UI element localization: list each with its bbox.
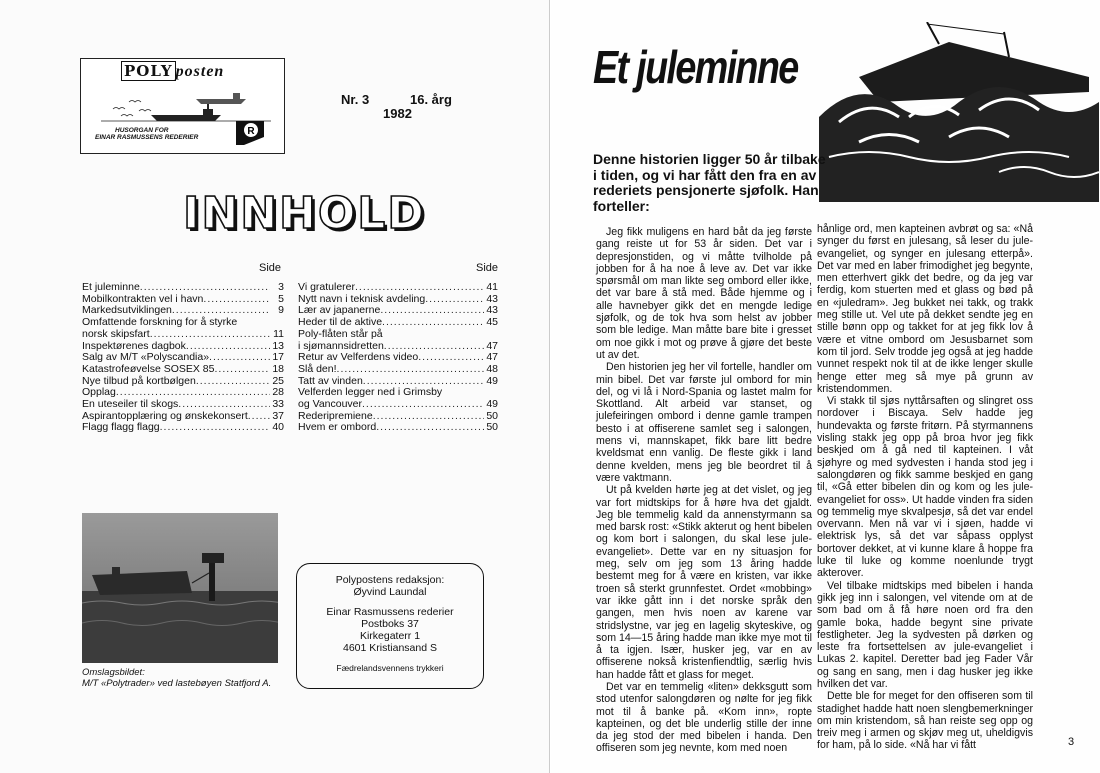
toc-leader-dots (203, 294, 270, 306)
toc-entry-title: En uteseiler til skogs (82, 398, 179, 411)
toc-leader-dots (178, 399, 270, 411)
article-intro: Denne historien ligger 50 år tilbake i tiden, og vi har fått den fra en av rederiets pensjonerte sjøfolk. Han forteller: (593, 151, 826, 214)
toc-entry-title: Hvem er ombord (298, 421, 377, 434)
polyposten-logo (80, 58, 285, 154)
printer-name: Fædrelandsvennens trykkeri (336, 663, 444, 673)
logo-tagline-1: HUSORGAN FOR (115, 127, 169, 134)
toc-entry-title: Flagg flagg flagg (82, 421, 160, 434)
toc-entry (298, 329, 498, 341)
toc-entry-title: Opplag (82, 386, 116, 399)
logo-tagline-2: EINAR RASMUSSENS REDERIER (95, 134, 199, 141)
issue-volume: 16. årg (410, 92, 452, 107)
toc-entry-page: 50 (486, 421, 498, 434)
toc-leader-dots (355, 282, 484, 294)
toc-leader-dots (160, 422, 270, 434)
cover-caption (82, 667, 271, 689)
toc-entry (298, 422, 498, 434)
toc-entry-page: 17 (272, 351, 284, 364)
toc-leader-dots (425, 294, 484, 306)
toc-entry-page: 47 (486, 351, 498, 364)
toc-leader-dots (418, 352, 484, 364)
toc-entry-page: 41 (486, 281, 498, 293)
toc-entry-title: og Vancouver (298, 398, 363, 411)
toc-entry-page: 9 (278, 304, 284, 317)
caption-line-2: M/T «Polytrader» ved lastebøyen Statfjord A. (82, 678, 272, 689)
toc-entry-page: 3 (278, 281, 284, 293)
toc-entry-title: Salg av M/T «Polyscandia» (82, 351, 210, 364)
toc-entry-page: 48 (486, 362, 498, 375)
logo-title-posten: posten (175, 63, 225, 80)
toc-entry-page: 50 (486, 409, 498, 422)
article-title: Et juleminne (593, 41, 798, 93)
toc-entry-title: Tatt av vinden (298, 374, 363, 387)
toc-leader-dots (362, 399, 484, 411)
toc-leader-dots (209, 352, 270, 364)
issue-number: Nr. 3 (341, 92, 370, 107)
toc-leader-dots (376, 422, 484, 434)
toc-entry-page: 43 (486, 292, 498, 305)
toc-entry (82, 399, 284, 411)
toc-entry-title: Velferden legger ned i Grimsby (298, 386, 443, 399)
toc-leader-dots (196, 376, 270, 388)
toc-entry-page: 5 (278, 292, 284, 305)
toc-entry-page: 45 (486, 316, 498, 329)
toc-entry-page: 40 (272, 421, 284, 434)
editorial-box (296, 563, 484, 689)
article-paragraph: Jeg fikk muligens en hard båt da jeg første gang reiste ut for 53 år siden. Det var i depresjonstiden, og vi måtte tvilholde på jobben for å ha noe å leve av. Det var ikke spørsmål om man likte seg ombord eller ikke, det var bare å stå med. Både hjemme og i alle havnebyer gikk det en mengde ledige sjøfolk, og de tok hva som helst av jobber som ble ledige. Man måtte bare bite i gresset om noe gikk i mot og prøve å gjøre det beste ut av det. (596, 226, 812, 361)
toc-entry-title: i sjømannsidretten (298, 339, 384, 352)
issue-year: 1982 (383, 106, 412, 121)
editorial-heading: Polypostens redaksjon: (335, 574, 445, 586)
article-column-1 (596, 226, 812, 755)
toc-entry-title: norsk skipsfart (82, 327, 150, 340)
toc-leader-dots (337, 364, 484, 376)
stormy-sea-ship-illustration-icon (799, 22, 1099, 202)
toc-leader-dots (140, 282, 270, 294)
postbox: Postboks 37 (361, 618, 419, 630)
toc-entry-page: 49 (486, 398, 498, 411)
toc-entry-title: Nytt navn i teknisk avdeling (298, 292, 426, 305)
article-paragraph: Dette ble for meget for den offiseren som til stadighet hadde hatt noen slengbemerkninger om min kristendom, så han reiste seg opp og treiv meg i armen og skjøv meg ut, uheldigvis for ham, på lo side. «Nå har vi fått (817, 690, 1033, 752)
toc-entry-title: Aspirantopplæring og ønskekonsert (82, 409, 248, 422)
caption-line-1: Omslagsbildet: (82, 667, 145, 678)
toc-entry-page: 18 (272, 362, 284, 375)
toc-entry-title: Katastrofeøvelse SOSEX 85 (82, 362, 215, 375)
toc-entry-title: Omfattende forskning for å styrke (82, 316, 238, 329)
toc-entry (82, 364, 284, 376)
toc-left-column (82, 282, 284, 434)
toc-left-side-label: Side (259, 262, 282, 274)
toc-entry-title: Heder til de aktive (298, 316, 383, 329)
toc-leader-dots (382, 317, 484, 329)
toc-right-column (298, 282, 498, 434)
toc-right-side-label: Side (476, 262, 499, 274)
article-paragraph: Vel tilbake midtskips med bibelen i handa gikk jeg inn i salongen, vel vitende om at de som bad om å få høre noen ord fra den gamle boka, hadde begynt sine private festligheter. Jeg la sydvesten på dørken og leste fra fortsettelsen av jule-evangeliet i Lukas 2. kapitel. Deretter bad jeg Fader Vår og sang en sang, men i dag husker jeg ikke hvilken det var. (817, 579, 1033, 690)
toc-entry-title: Inspektørenes dagbok (82, 339, 186, 352)
postal-city: 4601 Kristiansand S (343, 642, 437, 654)
street-address: Kirkegaterr 1 (359, 630, 421, 642)
toc-entry-title: Retur av Velferdens video (298, 351, 419, 364)
toc-entry-title: Rederipremiene (298, 409, 373, 422)
toc-entry-title: Lær av japanerne (298, 304, 381, 317)
toc-entry-page: 13 (272, 339, 284, 352)
article-paragraph: Det var en temmelig «liten» dekksgutt som stod utenfor salongdøren og nølte for jeg fikk mot til å banke på. «Kom inn», ropte kapteinen, og det ble underlig stille der inne da jeg stod der med bibelen i handa. Den offiseren som jeg nevnte, kom med noen (596, 680, 812, 755)
cover-photo (82, 513, 278, 663)
toc-entry-page: 11 (273, 327, 284, 340)
toc-entry (298, 399, 498, 411)
toc-entry-title: Markedsutviklingen (82, 304, 172, 317)
logo-tagline (95, 127, 198, 141)
company-flag-icon (234, 117, 266, 147)
toc-entry-page: 28 (272, 386, 284, 399)
logo-title-poly: POLY (121, 61, 176, 81)
right-page (551, 0, 1100, 773)
toc-entry (298, 364, 498, 376)
contents-heading: INNHOLD (183, 188, 426, 239)
company-name: Einar Rasmussens rederier (326, 606, 454, 618)
toc-entry-page: 33 (272, 398, 284, 411)
article-paragraph: Ut på kvelden hørte jeg at det vislet, og jeg var fort midtskips for å høre hva det gjaldt. Jeg ble temmelig kald da annenstyrmann sa med barsk rost: «Stikk akterut og hent bibelen og kom bort i salongen, du skal lese jule-evangeliet». Dette var en ny situasjon for meg, selv om jeg som 13 åring hadde bestemt meg for å være en kristen, var ikke troen så sterkt grunnfestet. Ordet «mobbing» var ikke gått inn i det norske språk den gangen, men hvis noen av karene var stridslystne, var jeg en lagelig skyteskive, og som 14—15 åring hadde man ikke mye mot til å ta igjen. Især, husker jeg, var en av offiserene nokså kristenfiendtlig, særlig hvis han hadde fått et glass for meget. (596, 484, 812, 681)
toc-entry (298, 282, 498, 294)
toc-leader-dots (214, 364, 270, 376)
article-column-2 (817, 223, 1033, 752)
toc-leader-dots (380, 305, 484, 317)
toc-entry-title: Mobilkontrakten vel i havn (82, 292, 204, 305)
toc-leader-dots (373, 411, 484, 423)
flag-letter: R (247, 126, 255, 137)
toc-entry-title: Et juleminne (82, 281, 140, 293)
toc-leader-dots (248, 411, 270, 423)
toc-entry (82, 422, 284, 434)
toc-entry-title: Slå den! (298, 362, 337, 375)
toc-leader-dots (150, 329, 270, 341)
toc-entry-title: Vi gratulerer (298, 281, 356, 293)
toc-entry-title: Poly-flåten står på (298, 327, 383, 340)
article-paragraph: Vi stakk til sjøs nyttårsaften og slingret oss nordover i Biscaya. Selv hadde jeg hundevakta og første fritørn. På styrmannens visling stakk jeg opp på broa hvor jeg fikk beskjed om å gå ned til kapteinen. I våt sjøhyre og med sydvesten i handa stod jeg i salongdøren og fikk samme beskjed en gang til, «Gå etter bibelen din og kom og les jule-evangeliet for oss». Ut hadde vinden fra siden og temmelig mye skvalpesjø, så det var endel overvann. Men nå var vi i sjøen, hadde vi elektrisk lys, så det var såpass opplyst bortover dekket, at vi kunne klare å hoppe fra luke til luke og komme noenlunde trygt akterover. (817, 395, 1033, 580)
toc-entry-title: Nye tilbud på kortbølgen (82, 374, 196, 387)
toc-entry-page: 49 (486, 374, 498, 387)
editor-name: Øyvind Laundal (353, 586, 427, 598)
article-paragraph: Den historien jeg her vil fortelle, handler om min bibel. Det var første jul ombord for min del, og vi lå i Nord-Spania og lastet malm for Skottland. Alt arbeid var stanset, og julefeiringen ombord i denne gamle trampen besto i at offiserene samlet seg i salongen, mens vi, mannskapet, fikk bare litt bedre kveldsmat enn vanlig. De fleste gikk i land denne kvelden, mens jeg ble beordret til å være vaktmann. (596, 361, 812, 484)
article-paragraph: hånlige ord, men kapteinen avbrøt og sa: «Nå synger du først en julesang, så leser du jule-evangeliet, og synger en julesang etterpå». Det var med en laber frimodighet jeg begynte, men etterhvert gikk det bedre, og da jeg var ferdig, kom stuerten med et glass og bød på en «juledram». Jeg bukket nei takk, og trakk meg stille ut. Vel ute på dekket sendte jeg en stille bønn opp og takket for at jeg fikk lov å være et vitne ombord om Jesusbarnet som kom til jord. Selv trodde jeg også at jeg hadde vunnet respekt nok til at de ikke lenger skulle henge etter meg så mye på grunn av kristendommen. (817, 223, 1033, 395)
toc-entry (82, 282, 284, 294)
toc-entry-page: 25 (272, 374, 284, 387)
toc-entry-page: 43 (486, 304, 498, 317)
page-number: 3 (1068, 736, 1075, 748)
toc-entry (82, 329, 284, 341)
toc-entry-page: 47 (486, 339, 498, 352)
toc-entry-page: 37 (272, 409, 284, 422)
